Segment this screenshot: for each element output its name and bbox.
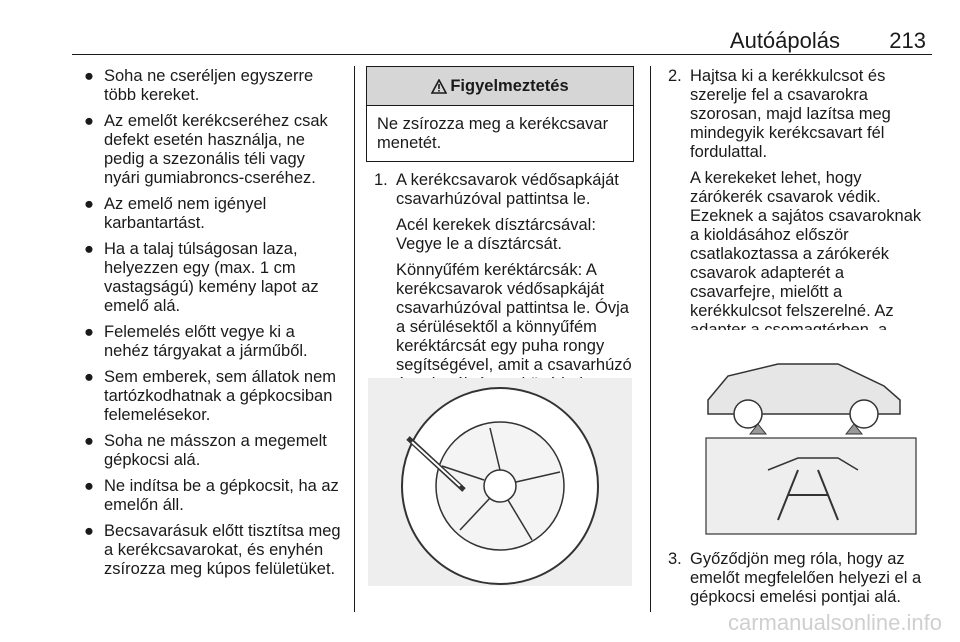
bullet-dot-icon: ●: [84, 112, 94, 130]
left-column: [84, 67, 342, 586]
bullet-dot-icon: ●: [84, 67, 94, 85]
bullet-dot-icon: ●: [84, 432, 94, 450]
wheel-drawing: [368, 378, 632, 586]
bullet-item: ● Ne indítsa be a gépkocsit, ha az emelőn áll.: [84, 477, 339, 514]
page-number: 213: [889, 28, 926, 53]
bullet-dot-icon: ●: [84, 522, 94, 540]
bullet-item: ● Felemelés előtt vegye ki a nehéz tárgyakat a járműből.: [84, 323, 308, 360]
middle-column: [366, 66, 638, 394]
step-paragraph: A kerekeket lehet, hogy zárókerék csavarok védik. Ezeknek a sajátos csavaroknak a kioldásához először csatlakoztassa a zárókerék csavarok adapterét a csavarfejre, mielőtt a kerékkulcsot felszerelné. Az: [690, 169, 922, 320]
wheel-illustration: [368, 378, 632, 586]
step-number: 3.: [668, 550, 682, 568]
warning-header: [367, 67, 633, 106]
right-column-lower: [668, 550, 930, 607]
column-divider-left: [354, 66, 355, 612]
step-text: A kerékcsavarok védősapkáját csavarhúzóval pattintsa le.: [396, 171, 619, 208]
bullet-dot-icon: ●: [84, 323, 94, 341]
car-jack-drawing: [688, 330, 924, 538]
warning-triangle-icon: [431, 79, 447, 94]
step-number: 2.: [668, 67, 682, 85]
bullet-dot-icon: ●: [84, 477, 94, 495]
step-text: Győződjön meg róla, hogy az emelőt megfelelően helyezi el a gépkocsi emelési pontjai alá.: [690, 550, 922, 606]
header-title: Autóápolás: [729, 28, 840, 53]
warning-text: Ne zsírozza meg a kerékcsavar menetét.: [377, 115, 609, 152]
bullet-dot-icon: ●: [84, 195, 94, 213]
bullet-item: ● Az emelőt kerékcseréhez csak defekt esetén használja, ne pedig a szezonális téli vagy nyári gumiabroncs-cseréhez.: [84, 112, 328, 187]
column-divider-right: [650, 66, 651, 612]
step-paragraph: Acél kerekek dísztárcsával: Vegye le a dísztárcsát.: [396, 216, 596, 253]
bullet-item: ● Az emelő nem igényel karbantartást.: [84, 195, 267, 232]
warning-box: [366, 66, 634, 162]
bullet-item: ● Becsavarásuk előtt tisztítsa meg a kerékcsavarokat, és enyhén zsírozza meg kúpos felületüket.: [84, 522, 341, 578]
warning-title: Figyelmeztetés: [450, 76, 569, 95]
bullet-item: ● Ha a talaj túlságosan laza, helyezzen egy (max. 1 cm vastagságú) kemény lapot az emelő alá.: [84, 240, 319, 315]
bullet-item: ● Soha ne másszon a megemelt gépkocsi alá.: [84, 432, 327, 469]
step-text: Hajtsa ki a kerékkulcsot és szerelje fel a csavarokra szorosan, majd lazítsa meg mindegyik kerékcsavart fél fordulattal.: [690, 67, 891, 161]
header-rule: [72, 54, 932, 55]
watermark: carmanualsonline.info: [727, 610, 942, 635]
step-paragraph: Könnyűfém keréktárcsák: A kerékcsavarok védősapkáját csavarhúzóval pattintsa le. Óvja a sérülésektől a könnyűfém keréktárcsát egy puha rongy segítségével, amit a csavarhúzó: [396, 261, 632, 374]
step-number: 1.: [374, 171, 388, 189]
right-column: [668, 67, 930, 359]
car-jack-illustration: [688, 330, 924, 538]
step-2: [668, 67, 930, 359]
bullet-item: ● Soha ne cseréljen egyszerre több kereket.: [84, 67, 314, 104]
bullet-item: ● Sem emberek, sem állatok nem tartózkodhatnak a gépkocsiban felemelésekor.: [84, 368, 337, 424]
step-3: [668, 550, 930, 607]
step-1: [374, 171, 638, 394]
bullet-dot-icon: ●: [84, 240, 94, 258]
bullet-dot-icon: ●: [84, 368, 94, 386]
